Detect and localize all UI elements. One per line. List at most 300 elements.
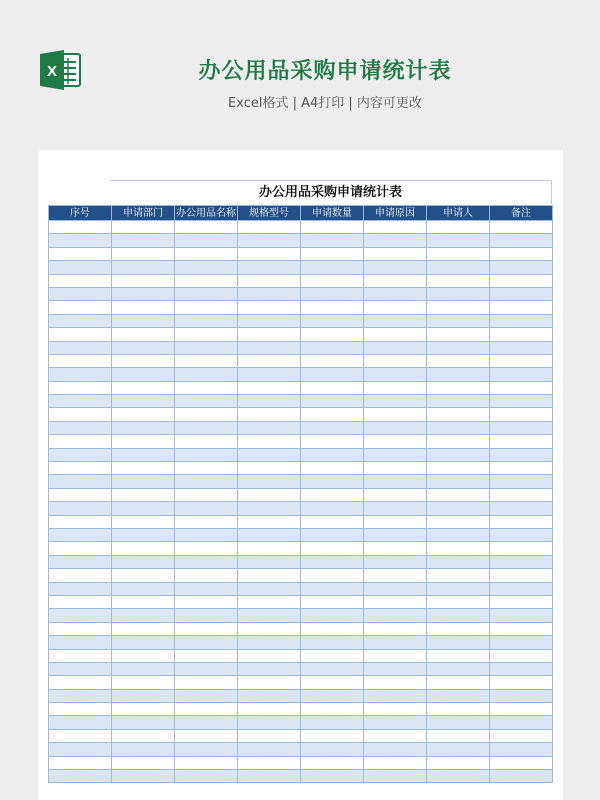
table-cell[interactable]: [175, 261, 238, 274]
table-cell[interactable]: [364, 716, 427, 729]
table-cell[interactable]: [238, 649, 301, 662]
table-cell[interactable]: [427, 488, 490, 501]
table-cell[interactable]: [364, 261, 427, 274]
table-cell[interactable]: [49, 261, 112, 274]
table-cell[interactable]: [112, 247, 175, 260]
table-cell[interactable]: [427, 609, 490, 622]
table-cell[interactable]: [49, 395, 112, 408]
table-cell[interactable]: [49, 448, 112, 461]
table-cell[interactable]: [427, 729, 490, 742]
table-cell[interactable]: [364, 462, 427, 475]
table-cell[interactable]: [490, 729, 553, 742]
table-cell[interactable]: [49, 234, 112, 247]
table-cell[interactable]: [364, 408, 427, 421]
table-cell[interactable]: [112, 622, 175, 635]
table-cell[interactable]: [49, 247, 112, 260]
table-cell[interactable]: [301, 475, 364, 488]
table-cell[interactable]: [112, 475, 175, 488]
table-cell[interactable]: [490, 528, 553, 541]
table-cell[interactable]: [175, 301, 238, 314]
table-cell[interactable]: [238, 408, 301, 421]
table-cell[interactable]: [301, 462, 364, 475]
table-cell[interactable]: [238, 703, 301, 716]
table-cell[interactable]: [301, 743, 364, 756]
table-cell[interactable]: [238, 716, 301, 729]
table-cell[interactable]: [427, 462, 490, 475]
table-cell[interactable]: [175, 609, 238, 622]
table-cell[interactable]: [49, 595, 112, 608]
table-cell[interactable]: [301, 542, 364, 555]
table-cell[interactable]: [175, 435, 238, 448]
table-cell[interactable]: [490, 462, 553, 475]
table-cell[interactable]: [301, 703, 364, 716]
table-cell[interactable]: [301, 274, 364, 287]
table-cell[interactable]: [427, 716, 490, 729]
table-cell[interactable]: [490, 676, 553, 689]
table-cell[interactable]: [49, 287, 112, 300]
table-cell[interactable]: [112, 261, 175, 274]
table-cell[interactable]: [238, 261, 301, 274]
table-cell[interactable]: [238, 662, 301, 675]
table-cell[interactable]: [301, 636, 364, 649]
table-cell[interactable]: [301, 528, 364, 541]
table-cell[interactable]: [238, 354, 301, 367]
table-cell[interactable]: [490, 341, 553, 354]
table-cell[interactable]: [364, 542, 427, 555]
table-cell[interactable]: [112, 408, 175, 421]
table-cell[interactable]: [175, 569, 238, 582]
table-cell[interactable]: [301, 595, 364, 608]
table-cell[interactable]: [49, 301, 112, 314]
table-cell[interactable]: [427, 542, 490, 555]
table-cell[interactable]: [427, 743, 490, 756]
table-cell[interactable]: [490, 381, 553, 394]
table-cell[interactable]: [175, 502, 238, 515]
table-cell[interactable]: [427, 756, 490, 769]
table-cell[interactable]: [301, 756, 364, 769]
table-cell[interactable]: [490, 649, 553, 662]
table-cell[interactable]: [238, 274, 301, 287]
table-cell[interactable]: [175, 462, 238, 475]
table-cell[interactable]: [490, 247, 553, 260]
table-cell[interactable]: [49, 662, 112, 675]
table-cell[interactable]: [238, 609, 301, 622]
table-cell[interactable]: [175, 729, 238, 742]
table-cell[interactable]: [112, 488, 175, 501]
table-cell[interactable]: [175, 421, 238, 434]
table-cell[interactable]: [49, 354, 112, 367]
table-cell[interactable]: [364, 609, 427, 622]
table-cell[interactable]: [238, 221, 301, 234]
table-cell[interactable]: [427, 381, 490, 394]
table-cell[interactable]: [490, 515, 553, 528]
table-cell[interactable]: [490, 609, 553, 622]
table-cell[interactable]: [427, 395, 490, 408]
table-cell[interactable]: [175, 274, 238, 287]
table-cell[interactable]: [301, 676, 364, 689]
table-cell[interactable]: [238, 676, 301, 689]
table-cell[interactable]: [175, 408, 238, 421]
table-cell[interactable]: [301, 662, 364, 675]
table-cell[interactable]: [112, 314, 175, 327]
table-cell[interactable]: [364, 569, 427, 582]
table-cell[interactable]: [112, 301, 175, 314]
table-cell[interactable]: [49, 502, 112, 515]
table-cell[interactable]: [490, 368, 553, 381]
table-cell[interactable]: [49, 716, 112, 729]
table-cell[interactable]: [175, 515, 238, 528]
table-cell[interactable]: [175, 287, 238, 300]
table-cell[interactable]: [301, 395, 364, 408]
table-cell[interactable]: [238, 488, 301, 501]
table-cell[interactable]: [112, 703, 175, 716]
table-cell[interactable]: [49, 609, 112, 622]
table-cell[interactable]: [49, 328, 112, 341]
table-cell[interactable]: [301, 435, 364, 448]
table-cell[interactable]: [49, 622, 112, 635]
table-cell[interactable]: [238, 729, 301, 742]
table-cell[interactable]: [427, 636, 490, 649]
table-cell[interactable]: [301, 408, 364, 421]
table-cell[interactable]: [112, 328, 175, 341]
table-cell[interactable]: [490, 421, 553, 434]
table-cell[interactable]: [175, 582, 238, 595]
table-cell[interactable]: [49, 582, 112, 595]
table-cell[interactable]: [238, 421, 301, 434]
table-cell[interactable]: [490, 689, 553, 702]
table-cell[interactable]: [490, 756, 553, 769]
table-cell[interactable]: [427, 341, 490, 354]
table-cell[interactable]: [490, 636, 553, 649]
table-cell[interactable]: [364, 729, 427, 742]
table-cell[interactable]: [238, 341, 301, 354]
table-cell[interactable]: [112, 555, 175, 568]
table-cell[interactable]: [490, 287, 553, 300]
table-cell[interactable]: [364, 354, 427, 367]
table-cell[interactable]: [238, 462, 301, 475]
table-cell[interactable]: [490, 314, 553, 327]
table-cell[interactable]: [364, 662, 427, 675]
table-cell[interactable]: [427, 703, 490, 716]
table-cell[interactable]: [301, 421, 364, 434]
table-cell[interactable]: [490, 703, 553, 716]
table-cell[interactable]: [238, 542, 301, 555]
table-cell[interactable]: [364, 368, 427, 381]
table-cell[interactable]: [364, 502, 427, 515]
table-cell[interactable]: [238, 636, 301, 649]
table-cell[interactable]: [301, 368, 364, 381]
table-cell[interactable]: [301, 502, 364, 515]
table-cell[interactable]: [175, 595, 238, 608]
table-cell[interactable]: [427, 328, 490, 341]
table-cell[interactable]: [490, 582, 553, 595]
table-cell[interactable]: [238, 756, 301, 769]
table-cell[interactable]: [427, 528, 490, 541]
table-cell[interactable]: [49, 770, 112, 783]
table-cell[interactable]: [301, 261, 364, 274]
table-cell[interactable]: [112, 448, 175, 461]
table-cell[interactable]: [112, 595, 175, 608]
table-cell[interactable]: [49, 703, 112, 716]
table-cell[interactable]: [238, 743, 301, 756]
table-cell[interactable]: [364, 770, 427, 783]
table-cell[interactable]: [175, 488, 238, 501]
table-cell[interactable]: [49, 274, 112, 287]
table-cell[interactable]: [175, 756, 238, 769]
table-cell[interactable]: [364, 689, 427, 702]
table-cell[interactable]: [238, 569, 301, 582]
table-cell[interactable]: [175, 716, 238, 729]
table-cell[interactable]: [427, 435, 490, 448]
table-cell[interactable]: [175, 314, 238, 327]
table-cell[interactable]: [238, 502, 301, 515]
table-cell[interactable]: [490, 770, 553, 783]
table-cell[interactable]: [427, 261, 490, 274]
table-cell[interactable]: [175, 328, 238, 341]
table-cell[interactable]: [427, 448, 490, 461]
table-cell[interactable]: [427, 314, 490, 327]
table-cell[interactable]: [364, 743, 427, 756]
table-cell[interactable]: [238, 582, 301, 595]
table-cell[interactable]: [364, 395, 427, 408]
table-cell[interactable]: [238, 435, 301, 448]
table-cell[interactable]: [238, 301, 301, 314]
table-cell[interactable]: [49, 408, 112, 421]
table-cell[interactable]: [175, 528, 238, 541]
table-cell[interactable]: [427, 502, 490, 515]
table-cell[interactable]: [175, 743, 238, 756]
table-cell[interactable]: [175, 221, 238, 234]
table-cell[interactable]: [49, 314, 112, 327]
table-cell[interactable]: [175, 247, 238, 260]
table-cell[interactable]: [238, 287, 301, 300]
table-cell[interactable]: [175, 475, 238, 488]
table-cell[interactable]: [112, 502, 175, 515]
table-cell[interactable]: [49, 756, 112, 769]
table-cell[interactable]: [112, 689, 175, 702]
table-cell[interactable]: [490, 595, 553, 608]
table-cell[interactable]: [427, 582, 490, 595]
table-cell[interactable]: [427, 770, 490, 783]
table-cell[interactable]: [238, 314, 301, 327]
table-cell[interactable]: [175, 676, 238, 689]
table-cell[interactable]: [112, 662, 175, 675]
table-cell[interactable]: [301, 381, 364, 394]
table-cell[interactable]: [301, 555, 364, 568]
table-cell[interactable]: [427, 662, 490, 675]
table-cell[interactable]: [490, 435, 553, 448]
table-cell[interactable]: [238, 247, 301, 260]
table-cell[interactable]: [301, 301, 364, 314]
table-cell[interactable]: [112, 743, 175, 756]
table-cell[interactable]: [49, 462, 112, 475]
table-cell[interactable]: [175, 689, 238, 702]
table-cell[interactable]: [364, 234, 427, 247]
table-cell[interactable]: [364, 528, 427, 541]
table-cell[interactable]: [112, 716, 175, 729]
table-cell[interactable]: [301, 448, 364, 461]
table-cell[interactable]: [490, 542, 553, 555]
table-cell[interactable]: [301, 287, 364, 300]
table-cell[interactable]: [175, 555, 238, 568]
table-cell[interactable]: [364, 582, 427, 595]
table-cell[interactable]: [238, 448, 301, 461]
table-cell[interactable]: [175, 381, 238, 394]
table-cell[interactable]: [364, 247, 427, 260]
table-cell[interactable]: [112, 381, 175, 394]
table-cell[interactable]: [175, 622, 238, 635]
table-cell[interactable]: [175, 234, 238, 247]
table-cell[interactable]: [427, 676, 490, 689]
table-cell[interactable]: [301, 582, 364, 595]
table-cell[interactable]: [112, 462, 175, 475]
table-cell[interactable]: [49, 368, 112, 381]
table-cell[interactable]: [112, 341, 175, 354]
table-cell[interactable]: [238, 622, 301, 635]
table-cell[interactable]: [238, 234, 301, 247]
table-cell[interactable]: [238, 368, 301, 381]
table-cell[interactable]: [364, 435, 427, 448]
table-cell[interactable]: [49, 649, 112, 662]
table-cell[interactable]: [301, 770, 364, 783]
table-cell[interactable]: [490, 502, 553, 515]
table-cell[interactable]: [238, 515, 301, 528]
table-cell[interactable]: [490, 354, 553, 367]
table-cell[interactable]: [490, 716, 553, 729]
table-cell[interactable]: [49, 743, 112, 756]
table-cell[interactable]: [49, 221, 112, 234]
table-cell[interactable]: [301, 515, 364, 528]
table-cell[interactable]: [364, 328, 427, 341]
table-cell[interactable]: [301, 247, 364, 260]
table-cell[interactable]: [301, 569, 364, 582]
table-cell[interactable]: [427, 649, 490, 662]
table-cell[interactable]: [238, 555, 301, 568]
table-cell[interactable]: [427, 595, 490, 608]
table-cell[interactable]: [112, 421, 175, 434]
table-cell[interactable]: [112, 234, 175, 247]
table-cell[interactable]: [175, 542, 238, 555]
table-cell[interactable]: [364, 301, 427, 314]
table-cell[interactable]: [364, 381, 427, 394]
table-cell[interactable]: [238, 475, 301, 488]
table-cell[interactable]: [427, 234, 490, 247]
table-cell[interactable]: [490, 221, 553, 234]
table-cell[interactable]: [364, 488, 427, 501]
table-cell[interactable]: [364, 421, 427, 434]
table-cell[interactable]: [301, 234, 364, 247]
table-cell[interactable]: [238, 328, 301, 341]
table-cell[interactable]: [175, 341, 238, 354]
table-cell[interactable]: [112, 569, 175, 582]
table-cell[interactable]: [427, 421, 490, 434]
table-cell[interactable]: [490, 662, 553, 675]
table-cell[interactable]: [112, 609, 175, 622]
table-cell[interactable]: [49, 341, 112, 354]
table-cell[interactable]: [364, 636, 427, 649]
table-cell[interactable]: [427, 515, 490, 528]
table-cell[interactable]: [301, 609, 364, 622]
table-cell[interactable]: [301, 649, 364, 662]
table-cell[interactable]: [301, 488, 364, 501]
table-cell[interactable]: [490, 555, 553, 568]
table-cell[interactable]: [112, 515, 175, 528]
table-cell[interactable]: [490, 274, 553, 287]
table-cell[interactable]: [427, 622, 490, 635]
table-cell[interactable]: [364, 274, 427, 287]
table-cell[interactable]: [427, 287, 490, 300]
table-cell[interactable]: [427, 247, 490, 260]
table-cell[interactable]: [364, 622, 427, 635]
table-cell[interactable]: [364, 649, 427, 662]
table-cell[interactable]: [49, 435, 112, 448]
table-cell[interactable]: [112, 676, 175, 689]
table-cell[interactable]: [49, 689, 112, 702]
table-cell[interactable]: [364, 676, 427, 689]
table-cell[interactable]: [112, 368, 175, 381]
table-cell[interactable]: [112, 528, 175, 541]
table-cell[interactable]: [427, 354, 490, 367]
table-cell[interactable]: [490, 234, 553, 247]
table-cell[interactable]: [364, 287, 427, 300]
table-cell[interactable]: [112, 542, 175, 555]
table-cell[interactable]: [49, 729, 112, 742]
table-cell[interactable]: [301, 221, 364, 234]
table-cell[interactable]: [490, 743, 553, 756]
table-cell[interactable]: [427, 475, 490, 488]
table-cell[interactable]: [238, 770, 301, 783]
table-cell[interactable]: [301, 622, 364, 635]
table-cell[interactable]: [301, 328, 364, 341]
table-cell[interactable]: [490, 408, 553, 421]
table-cell[interactable]: [427, 408, 490, 421]
table-cell[interactable]: [49, 421, 112, 434]
table-cell[interactable]: [49, 569, 112, 582]
table-cell[interactable]: [49, 528, 112, 541]
table-cell[interactable]: [301, 341, 364, 354]
table-cell[interactable]: [364, 595, 427, 608]
table-cell[interactable]: [490, 569, 553, 582]
table-cell[interactable]: [112, 287, 175, 300]
table-cell[interactable]: [301, 716, 364, 729]
table-cell[interactable]: [112, 636, 175, 649]
table-cell[interactable]: [490, 488, 553, 501]
table-cell[interactable]: [301, 314, 364, 327]
table-cell[interactable]: [49, 488, 112, 501]
table-cell[interactable]: [175, 636, 238, 649]
table-cell[interactable]: [427, 274, 490, 287]
table-cell[interactable]: [364, 314, 427, 327]
table-cell[interactable]: [238, 395, 301, 408]
table-cell[interactable]: [490, 622, 553, 635]
table-cell[interactable]: [238, 689, 301, 702]
table-cell[interactable]: [364, 756, 427, 769]
table-cell[interactable]: [427, 221, 490, 234]
table-cell[interactable]: [364, 341, 427, 354]
table-cell[interactable]: [427, 569, 490, 582]
table-cell[interactable]: [364, 703, 427, 716]
table-cell[interactable]: [49, 555, 112, 568]
table-cell[interactable]: [490, 448, 553, 461]
table-cell[interactable]: [238, 595, 301, 608]
table-cell[interactable]: [364, 448, 427, 461]
table-cell[interactable]: [490, 261, 553, 274]
table-cell[interactable]: [427, 689, 490, 702]
table-cell[interactable]: [490, 328, 553, 341]
table-cell[interactable]: [112, 770, 175, 783]
table-cell[interactable]: [301, 689, 364, 702]
table-cell[interactable]: [175, 354, 238, 367]
